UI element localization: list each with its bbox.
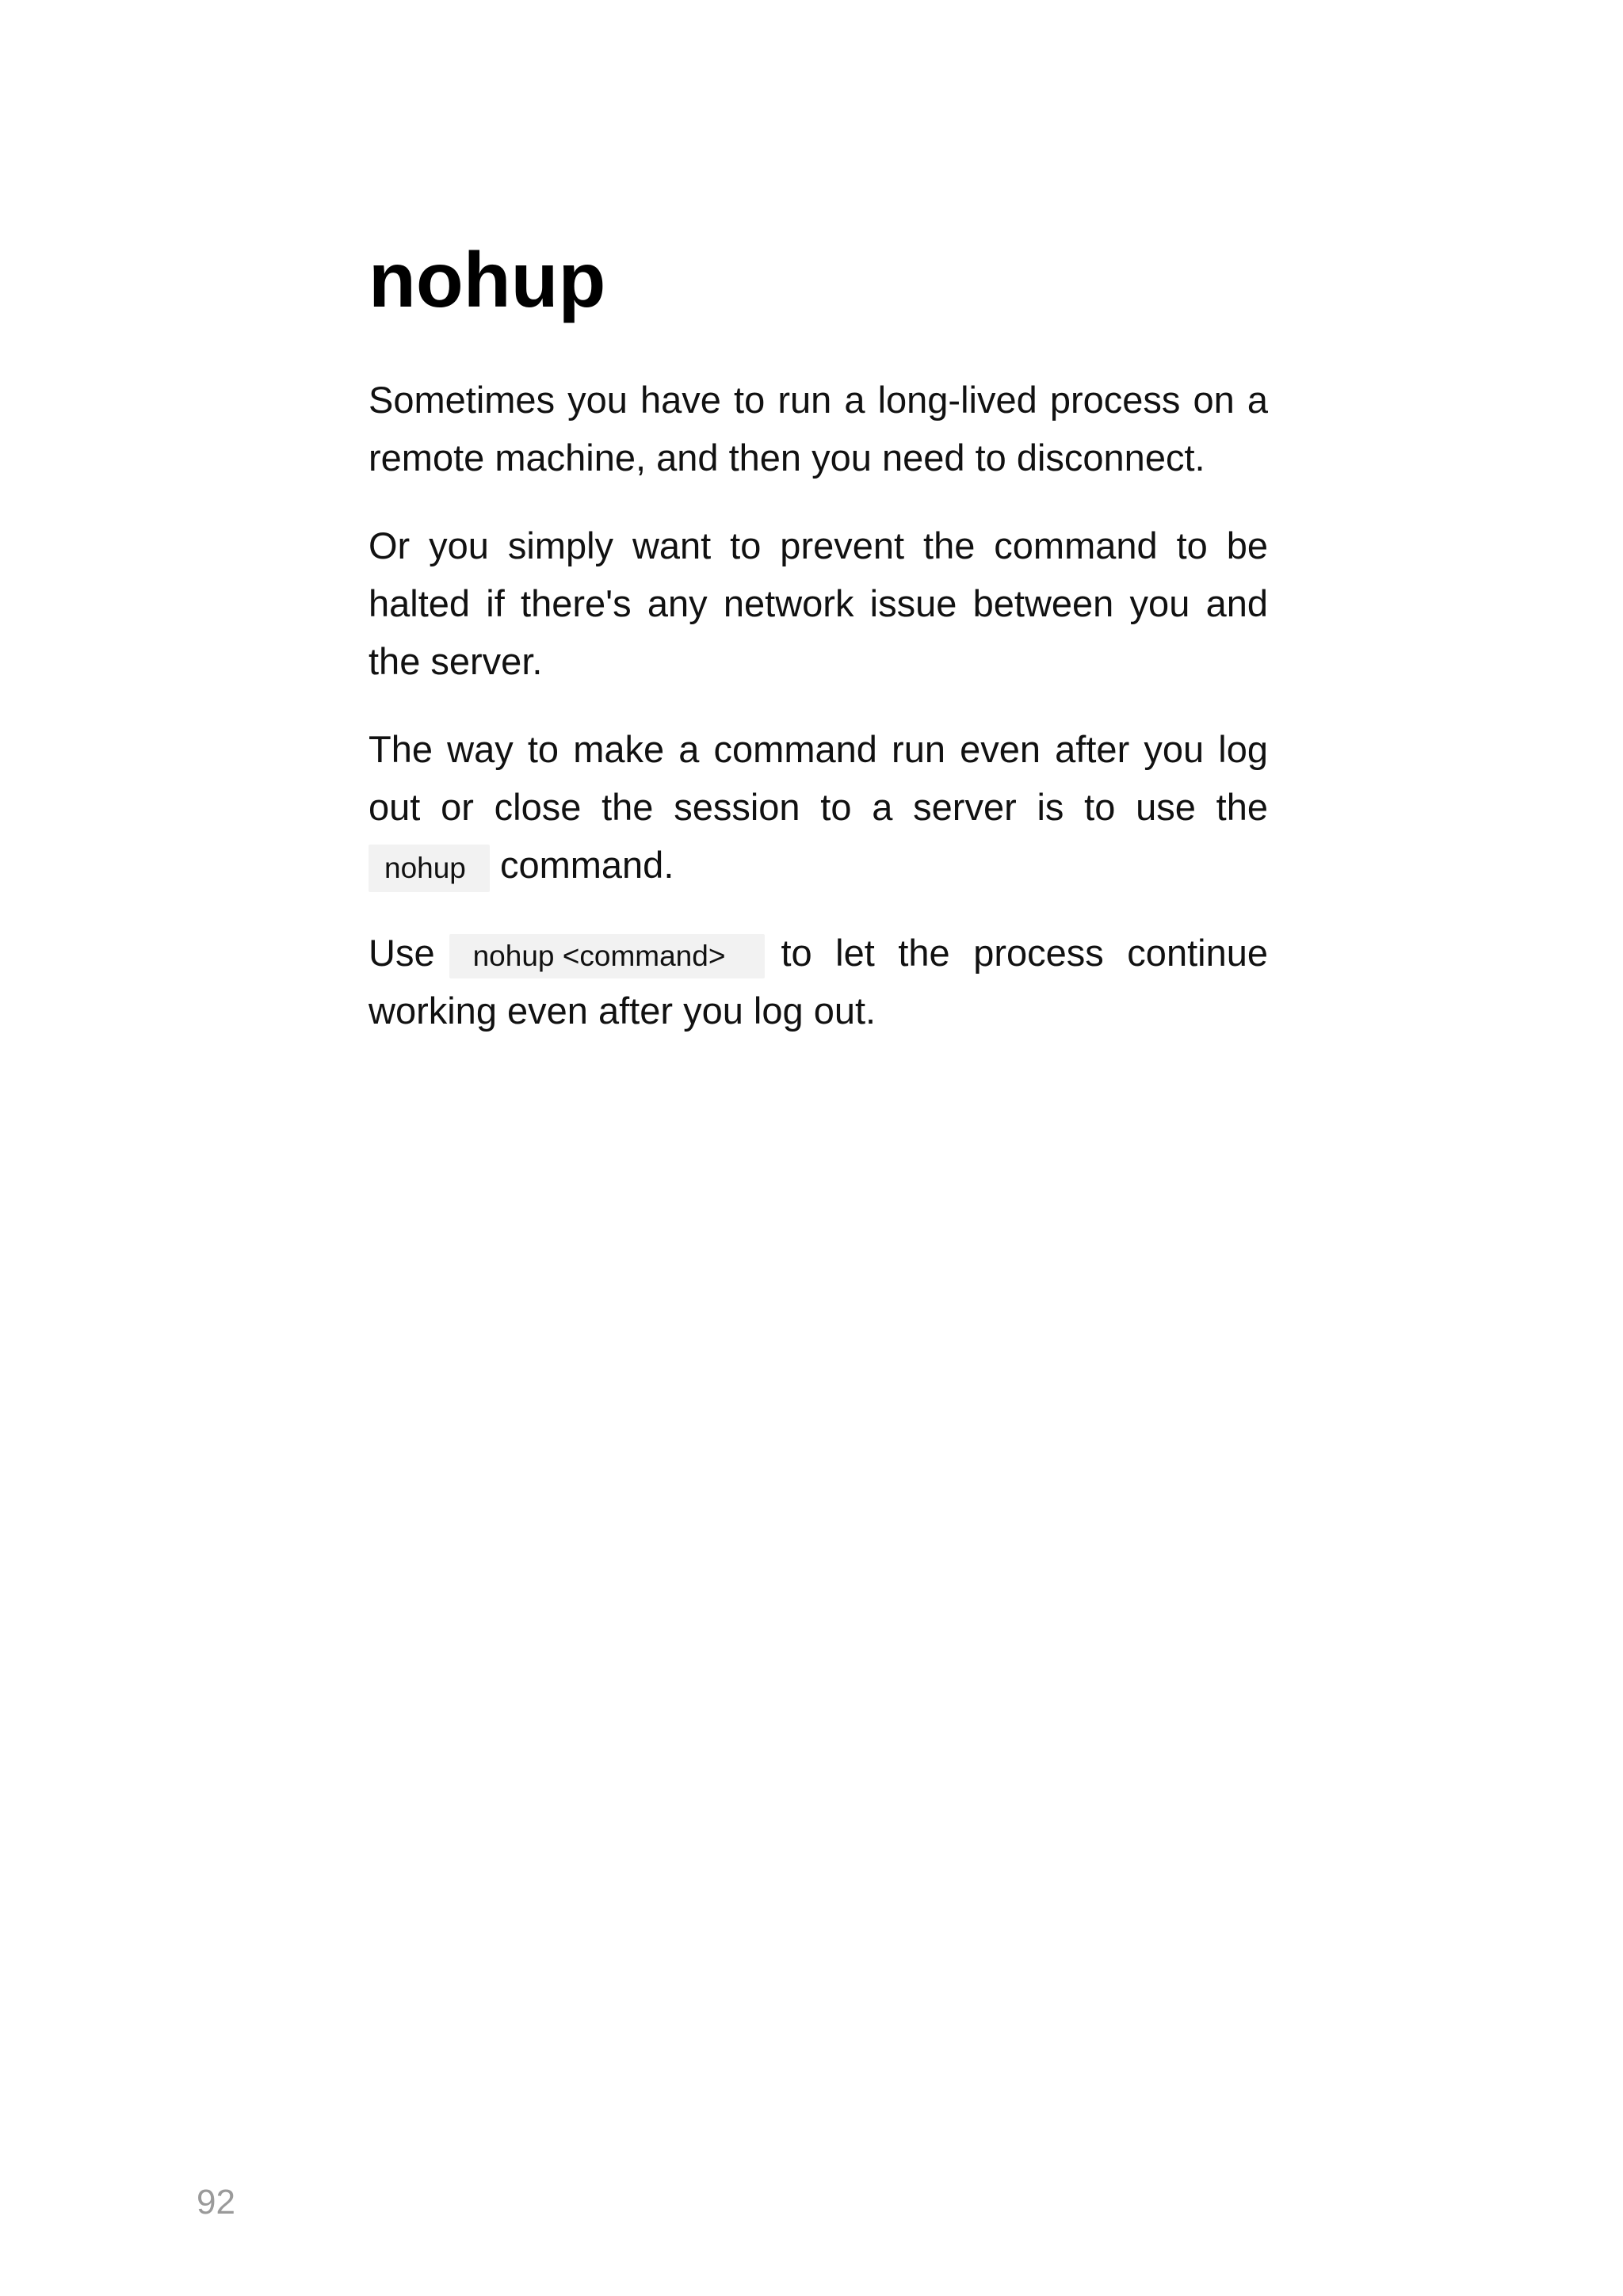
inline-code-nohup-command: nohup <command>: [449, 934, 766, 978]
paragraph-4-text: to let the process continue working even after you log out.: [369, 931, 1268, 1032]
paragraph-1: Sometimes you have to run a long-lived process on a remote machine, and then you need to disconnect.: [369, 378, 1268, 479]
paragraph-3: [369, 720, 1268, 894]
paragraph-3-tail: command.: [499, 843, 674, 886]
paragraph-4-lead: Use: [369, 931, 435, 974]
page-title: nohup: [369, 236, 606, 323]
page-number: 92: [197, 2183, 235, 2222]
inline-code-nohup: nohup: [369, 845, 490, 892]
content-area: [369, 238, 1268, 1070]
paragraph-2: Or you simply want to prevent the command to be halted if there's any network issue between you and the server.: [369, 524, 1268, 682]
paragraph-3-text: The way to make a command run even after you log out or close the session to a server is to use the: [369, 727, 1268, 828]
paragraph-4: [369, 924, 1268, 1039]
